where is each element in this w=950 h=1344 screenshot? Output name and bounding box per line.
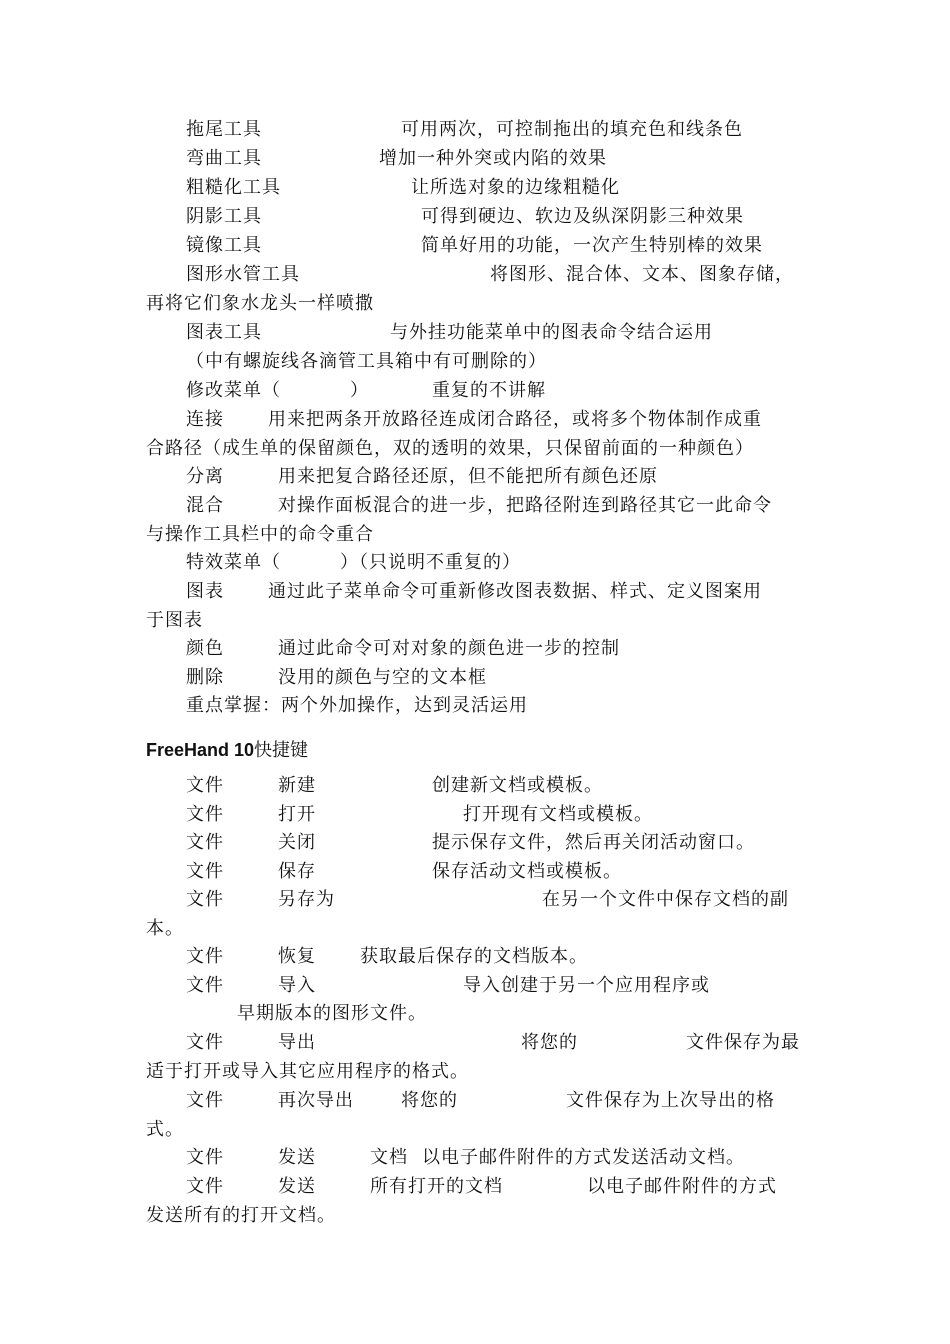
menu-name: 文件 [186, 804, 224, 825]
command-name: 保存 [278, 861, 316, 882]
text-line [0, 435, 950, 463]
command-name: 另存为 [278, 889, 335, 910]
term-label: 阴影工具 [186, 206, 262, 227]
section-note: 重复的不讲解 [432, 380, 546, 401]
command-description: 导入创建于另一个应用程序或 [463, 975, 710, 996]
section-label: 特效菜单（ [186, 552, 281, 573]
text-line [0, 578, 950, 606]
continuation-text: 早期版本的图形文件。 [237, 1003, 427, 1024]
text-line [0, 549, 950, 577]
text-line [0, 492, 950, 520]
section-label: 修改菜单（ [186, 380, 281, 401]
command-name: 打开 [278, 804, 316, 825]
section-note: ）（只说明不重复的） [340, 552, 521, 573]
term-description: 将图形、混合体、文本、图象存储， [490, 264, 794, 285]
menu-name: 文件 [186, 1032, 224, 1053]
heading-suffix: 快捷键 [254, 740, 309, 761]
section-label-close: ） [350, 380, 369, 401]
term-description: 通过此子菜单命令可重新修改图表数据、样式、定义图案用 [268, 581, 762, 602]
continuation-text: 再将它们象水龙头一样喷撒 [146, 293, 374, 314]
text-line [0, 232, 950, 260]
shortcut-row [0, 1144, 950, 1172]
term-description: 对操作面板混合的进一步，把路径附连到路径其它一此命令 [278, 495, 772, 516]
continuation-text: 本。 [146, 918, 184, 939]
continuation-text: 于图表 [146, 610, 203, 631]
menu-name: 文件 [186, 832, 224, 853]
term-description: 通过此命令可对对象的颜色进一步的控制 [278, 638, 620, 659]
menu-name: 文件 [186, 775, 224, 796]
shortcut-row [0, 1029, 950, 1057]
text-line [0, 406, 950, 434]
text-line [0, 174, 950, 202]
text-line [0, 348, 950, 376]
term-label: 粗糙化工具 [186, 177, 281, 198]
command-description: 打开现有文档或模板。 [463, 804, 653, 825]
term-label: 连接 [186, 409, 224, 430]
text-line [0, 692, 950, 720]
command-name: 导出 [278, 1032, 316, 1053]
shortcut-row [0, 943, 950, 971]
menu-name: 文件 [186, 889, 224, 910]
shortcut-row [0, 1087, 950, 1115]
text-line [0, 521, 950, 549]
menu-name: 文件 [186, 1147, 224, 1168]
command-description: 以电子邮件附件的方式 [587, 1176, 777, 1197]
text-line [0, 1058, 950, 1086]
command-name: 导入 [278, 975, 316, 996]
text-line [0, 664, 950, 692]
command-description: 提示保存文件，然后再关闭活动窗口。 [432, 832, 755, 853]
text-line [0, 635, 950, 663]
command-description-tail: 文件保存为上次导出的格 [566, 1090, 775, 1111]
continuation-text: 适于打开或导入其它应用程序的格式。 [146, 1061, 469, 1082]
text-line [0, 1000, 950, 1028]
continuation-text: 与操作工具栏中的命令重合 [146, 524, 374, 545]
continuation-text: 合路径（成生单的保留颜色，双的透明的效果，只保留前面的一种颜色） [146, 438, 754, 459]
note-text: （中有螺旋线各滴管工具箱中有可删除的） [186, 351, 547, 372]
shortcut-row [0, 1173, 950, 1201]
term-description: 简单好用的功能，一次产生特别棒的效果 [421, 235, 763, 256]
text-line [0, 915, 950, 943]
command-option: 所有打开的文档 [370, 1176, 503, 1197]
text-line [0, 145, 950, 173]
text-line [0, 319, 950, 347]
text-line [0, 290, 950, 318]
term-description: 可得到硬边、软边及纵深阴影三种效果 [421, 206, 744, 227]
shortcut-row [0, 829, 950, 857]
continuation-text: 发送所有的打开文档。 [146, 1205, 336, 1226]
text-line [0, 1202, 950, 1230]
command-description: 保存活动文档或模板。 [432, 861, 622, 882]
term-label: 混合 [186, 495, 224, 516]
term-description: 增加一种外突或内陷的效果 [379, 148, 607, 169]
term-label: 颜色 [186, 638, 224, 659]
section-heading [146, 736, 308, 765]
command-description: 以电子邮件附件的方式发送活动文档。 [422, 1147, 745, 1168]
heading-product-name: FreeHand 10 [146, 740, 255, 760]
term-label: 分离 [186, 466, 224, 487]
text-line [0, 607, 950, 635]
term-description: 与外挂功能菜单中的图表命令结合运用 [390, 322, 713, 343]
term-label: 图表 [186, 581, 224, 602]
text-line [0, 377, 950, 405]
term-description: 让所选对象的边缘粗糙化 [411, 177, 620, 198]
command-name: 恢复 [278, 946, 316, 967]
term-description: 用来把复合路径还原，但不能把所有颜色还原 [278, 466, 658, 487]
term-label: 图表工具 [186, 322, 262, 343]
term-label: 弯曲工具 [186, 148, 262, 169]
command-name: 发送 [278, 1147, 316, 1168]
shortcut-row [0, 858, 950, 886]
term-description: 可用两次，可控制拖出的填充色和线条色 [401, 119, 743, 140]
command-description: 将您的 [401, 1090, 458, 1111]
term-label: 删除 [186, 667, 224, 688]
text-line [0, 116, 950, 144]
menu-name: 文件 [186, 975, 224, 996]
term-label: 拖尾工具 [186, 119, 262, 140]
text-line [0, 261, 950, 289]
command-name: 发送 [278, 1176, 316, 1197]
shortcut-row [0, 772, 950, 800]
command-description: 在另一个文件中保存文档的副 [542, 889, 789, 910]
menu-name: 文件 [186, 946, 224, 967]
command-description: 获取最后保存的文档版本。 [360, 946, 588, 967]
command-description: 创建新文档或模板。 [432, 775, 603, 796]
shortcut-row [0, 801, 950, 829]
text-line [0, 463, 950, 491]
term-label: 图形水管工具 [186, 264, 300, 285]
shortcut-row [0, 972, 950, 1000]
command-name: 关闭 [278, 832, 316, 853]
command-name: 再次导出 [278, 1090, 354, 1111]
menu-name: 文件 [186, 1176, 224, 1197]
term-label: 镜像工具 [186, 235, 262, 256]
command-option: 文档 [370, 1147, 408, 1168]
continuation-text: 式。 [146, 1119, 184, 1140]
menu-name: 文件 [186, 861, 224, 882]
command-name: 新建 [278, 775, 316, 796]
command-description: 将您的 [521, 1032, 578, 1053]
shortcut-row [0, 886, 950, 914]
menu-name: 文件 [186, 1090, 224, 1111]
term-description: 没用的颜色与空的文本框 [278, 667, 487, 688]
text-line [0, 203, 950, 231]
command-description-tail: 文件保存为最 [686, 1032, 800, 1053]
key-point-text: 重点掌握：两个外加操作，达到灵活运用 [186, 695, 528, 716]
text-line [0, 1116, 950, 1144]
term-description: 用来把两条开放路径连成闭合路径，或将多个物体制作成重 [268, 409, 762, 430]
